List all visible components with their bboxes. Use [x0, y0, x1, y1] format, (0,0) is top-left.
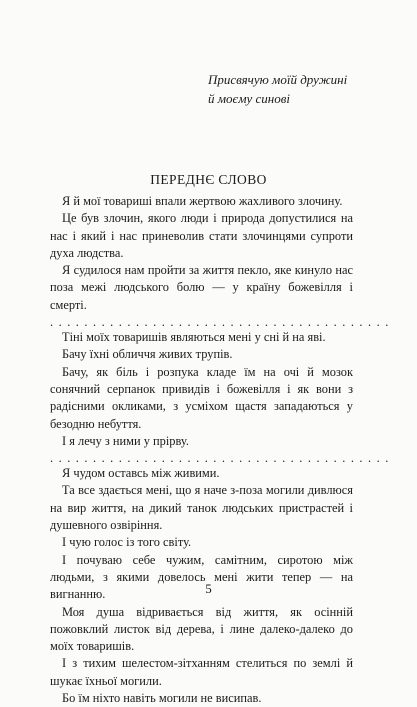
paragraph: Бачу, як біль і розпука кладе їм на очі й мозок сонячний серпанок привидів і божевілля і як вони з радісними окликами, з усміхом щастя западаються у безодню небуття.: [50, 364, 353, 431]
dedication-line: Присвячую моїй дружині: [208, 72, 348, 87]
paragraph: Я й мої товариші впали жертвою жахливого злочину.: [62, 194, 343, 208]
paragraph: Бачу їхні обличчя живих трупів.: [62, 347, 233, 362]
paragraph: Та все здається мені, що я наче з-поза могили дивлюся на вир життя, на дикий танок людських пристрастей і душевного озвіріння.: [50, 483, 353, 533]
paragraph: І почуваю себе чужим, самітним, сиротою між людьми, з якими довелось мені жити тепер — на вигнанню.: [50, 552, 353, 602]
dedication-line: й моєму синові: [208, 91, 291, 106]
paragraph: Я судилося нам пройти за життя пекло, яке кинуло нас поза межі людського болю — у країну божевілля і смерті.: [50, 263, 353, 312]
body-text: [50, 193, 390, 707]
ellipsis-separator: . . . . . . . . . . . . . . . . . . . . . . . . . . . . . . . . . . . . . . . .: [50, 315, 390, 330]
paragraph: Я чудом оставсь між живими.: [62, 466, 220, 481]
paragraph: Тіні моїх товаришів являються мені у сні й на яві.: [62, 330, 326, 345]
paragraph: Це був злочин, якого люди і природа допустилися на нас і який і нас приневолив стати злочинцями супроти духа людства.: [50, 211, 353, 260]
paragraph: І чую голос із того світу.: [62, 535, 192, 550]
chapter-heading: ПЕРЕДНЄ СЛОВО: [150, 172, 267, 187]
page-number: 5: [205, 581, 212, 596]
paragraph: Моя душа відривається від життя, як осінній пожовклий листок від дерева, і лине далеко-далеко до моїх товаришів.: [50, 604, 353, 654]
ellipsis-separator: . . . . . . . . . . . . . . . . . . . . . . . . . . . . . . . . . . . . . . . .: [50, 451, 390, 466]
paragraph: Бо їм ніхто навіть могили не висипав.: [62, 691, 262, 706]
dedication: [208, 70, 398, 108]
paragraph: І з тихим шелестом-зітханням стелиться по землі й шукає їхньої могили.: [50, 656, 353, 688]
paragraph: І я лечу з ними у прірву.: [62, 433, 189, 448]
